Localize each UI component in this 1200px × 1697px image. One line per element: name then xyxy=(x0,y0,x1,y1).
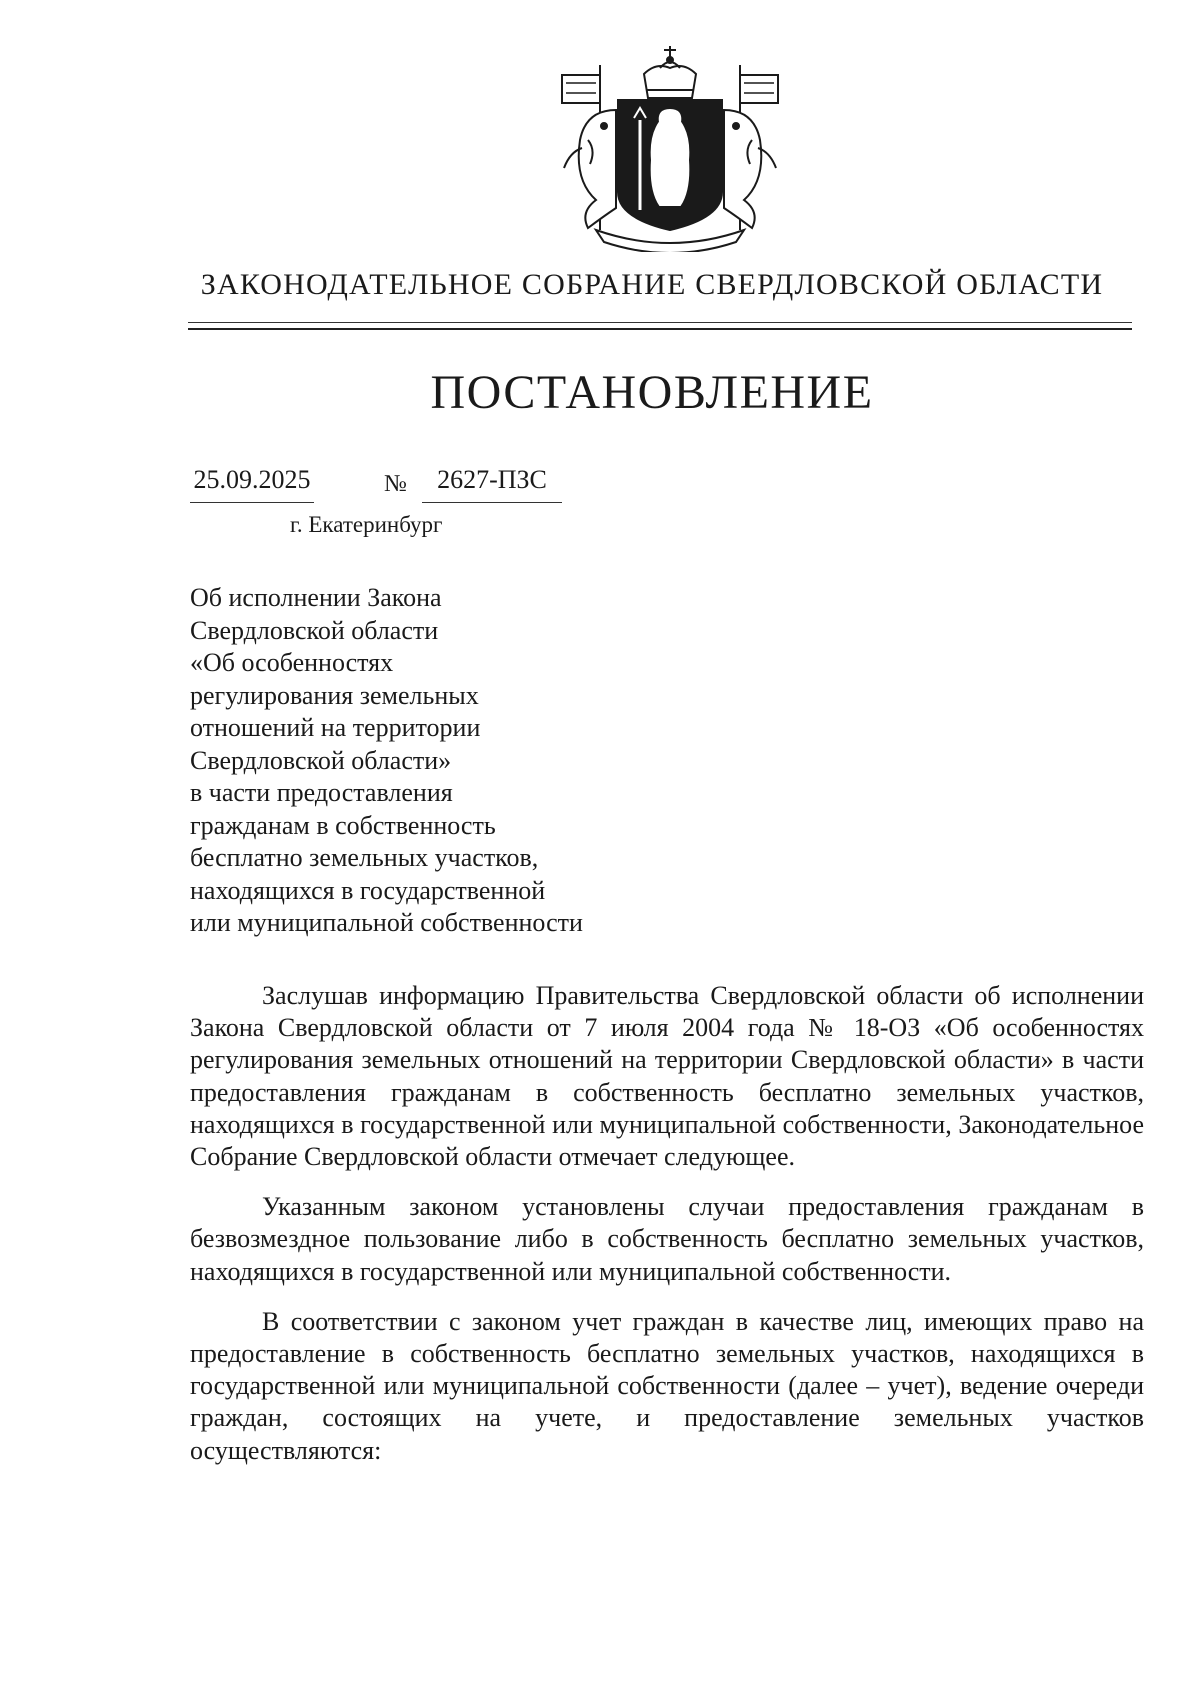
document-subject xyxy=(190,582,710,940)
subject-line: бесплатно земельных участков, xyxy=(190,843,539,872)
header-rule-thin xyxy=(188,322,1132,323)
organization-name: ЗАКОНОДАТЕЛЬНОЕ СОБРАНИЕ СВЕРДЛОВСКОЙ ОБЛАСТИ xyxy=(200,268,1104,301)
document-number-label: № xyxy=(384,471,407,497)
body-paragraph: Заслушав информацию Правительства Свердловской области об исполнении Закона Свердловской области от 7 июля 2004 года № 18-ОЗ «Об особенностях регулирования земельных отношений на территории Свердловской области» в части предоставления гражданам в собственность бесплатно земельных участков, находящихся в государственной или муниципальной собственности, Законодательное Собрание Свердловской области отмечает следующее. xyxy=(190,981,1144,1172)
subject-line: Свердловской области» xyxy=(190,745,452,775)
body-paragraph: Указанным законом установлены случаи предоставления гражданам в безвозмездное пользование либо в собственность бесплатно земельных участков, находящихся в государственной или муниципальной собственности. xyxy=(190,1192,1144,1286)
subject-line: гражданам в собственность xyxy=(190,810,496,840)
document-number: 2627-ПЗС xyxy=(422,462,562,503)
subject-line: «Об особенностях xyxy=(190,648,394,677)
subject-line: в части предоставления xyxy=(190,778,453,807)
document-date: 25.09.2025 xyxy=(190,462,314,503)
subject-line: или муниципальной собственности xyxy=(190,908,583,937)
coat-of-arms-icon xyxy=(530,40,810,252)
subject-line: Свердловской области xyxy=(190,615,439,645)
header-rule-thick xyxy=(188,328,1132,330)
subject-line: отношений на территории xyxy=(190,713,481,742)
document-body xyxy=(190,980,1144,1485)
document-type-title: ПОСТАНОВЛЕНИЕ xyxy=(430,366,874,419)
subject-line: находящихся в государственной xyxy=(190,875,546,905)
subject-line: Об исполнении Закона xyxy=(190,583,442,612)
body-paragraph: В соответствии с законом учет граждан в качестве лиц, имеющих право на предоставление в собственность бесплатно земельных участков, находящихся в государственной или муниципальной собственности (далее – учет), ведение очереди граждан, состоящих на учете, и предоставление земельных участков осуществляются: xyxy=(190,1306,1144,1465)
subject-line: регулирования земельных xyxy=(190,680,479,710)
document-city: г. Екатеринбург xyxy=(290,512,443,537)
